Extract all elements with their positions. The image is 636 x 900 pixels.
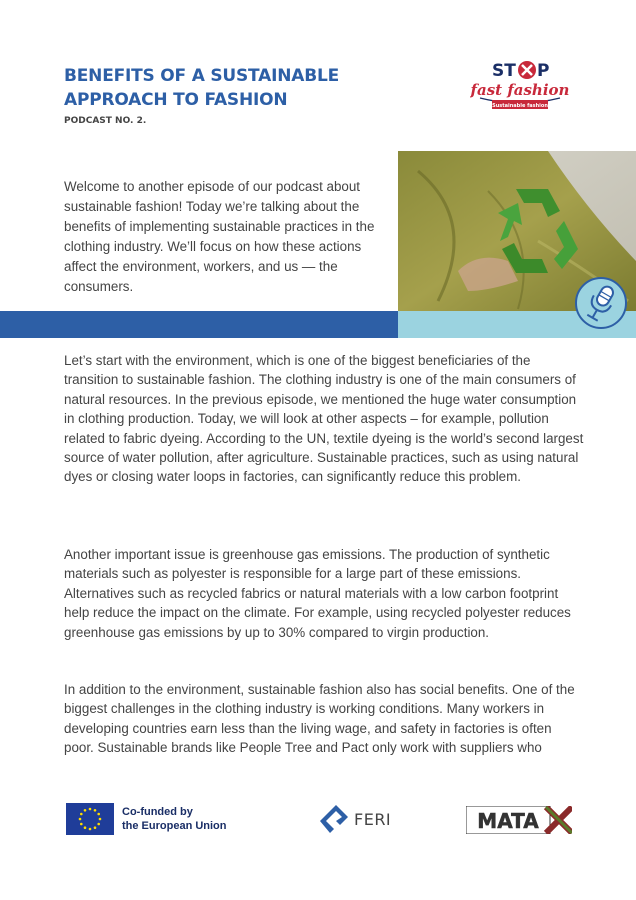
paragraph-social: In addition to the environment, sustainable fashion also has social benefits. One of the biggest challenges in the clothing industry is working conditions. Many workers in developing countries earn less than the living wage, and safety in factories is often poor. Sustainable brands like People Tree and Pact only work with suppliers who [64,682,575,756]
feri-logo [320,802,391,836]
podcast-number: PODCAST NO. 2. [64,116,147,126]
microphone-icon [574,276,628,330]
eu-cofunded-text [122,805,227,833]
logo-tagline: Sustainable fashion [492,103,548,109]
feri-mark-icon [320,803,350,835]
mata-logo [466,806,572,834]
paragraph-environment: Let’s start with the environment, which is one of the biggest beneficiaries of the transition to sustainable fashion. The clothing industry is one of the main consumers of natural resources. In the previous episode, we mentioned the huge water consumption in clothing production. Today, we will look at other aspects – for example, pollution related to fabric dyeing. According to the UN, textile dyeing is the world’s second largest source of water pollution, after agriculture. Sustainable practices, such as using natural dyes or closing water loops in factories, can significantly reduce this problem. [64,353,584,485]
title-line-1: BENEFITS OF A SUSTAINABLE [64,66,340,86]
eu-flag-icon [66,803,114,835]
eu-text-line-2: the European Union [122,820,227,832]
logo-text-fast-fashion: fast fashion [470,81,570,99]
mata-text: MATA [477,809,539,833]
paragraph-emissions: Another important issue is greenhouse gas emissions. The production of synthetic materials such as polyester is responsible for a large part of these emissions. Alternatives such as recycled fabrics or natural materials with a low carbon footprint help reduce the impact on the climate. For example, using recycled polyester reduces greenhouse gas emissions by up to 30% compared to virgin production. [64,547,571,640]
eu-cofunded-logo [66,802,227,836]
logo-text-st: ST [492,61,516,81]
feri-text: FERI [354,809,392,829]
title-line-2: APPROACH TO FASHION [64,90,288,110]
blue-band [0,311,398,338]
page-title [64,64,394,112]
eu-text-line-1: Co-funded by [122,806,193,818]
logo-text-p: P [537,61,550,81]
intro-paragraph: Welcome to another episode of our podcast about sustainable fashion! Today we’re talking about the benefits of implementing sustainable practices in the clothing industry. We’ll focus on how these actions affect the environment, workers, and us — the consumers. [64,179,375,295]
stop-fast-fashion-logo [470,54,570,118]
